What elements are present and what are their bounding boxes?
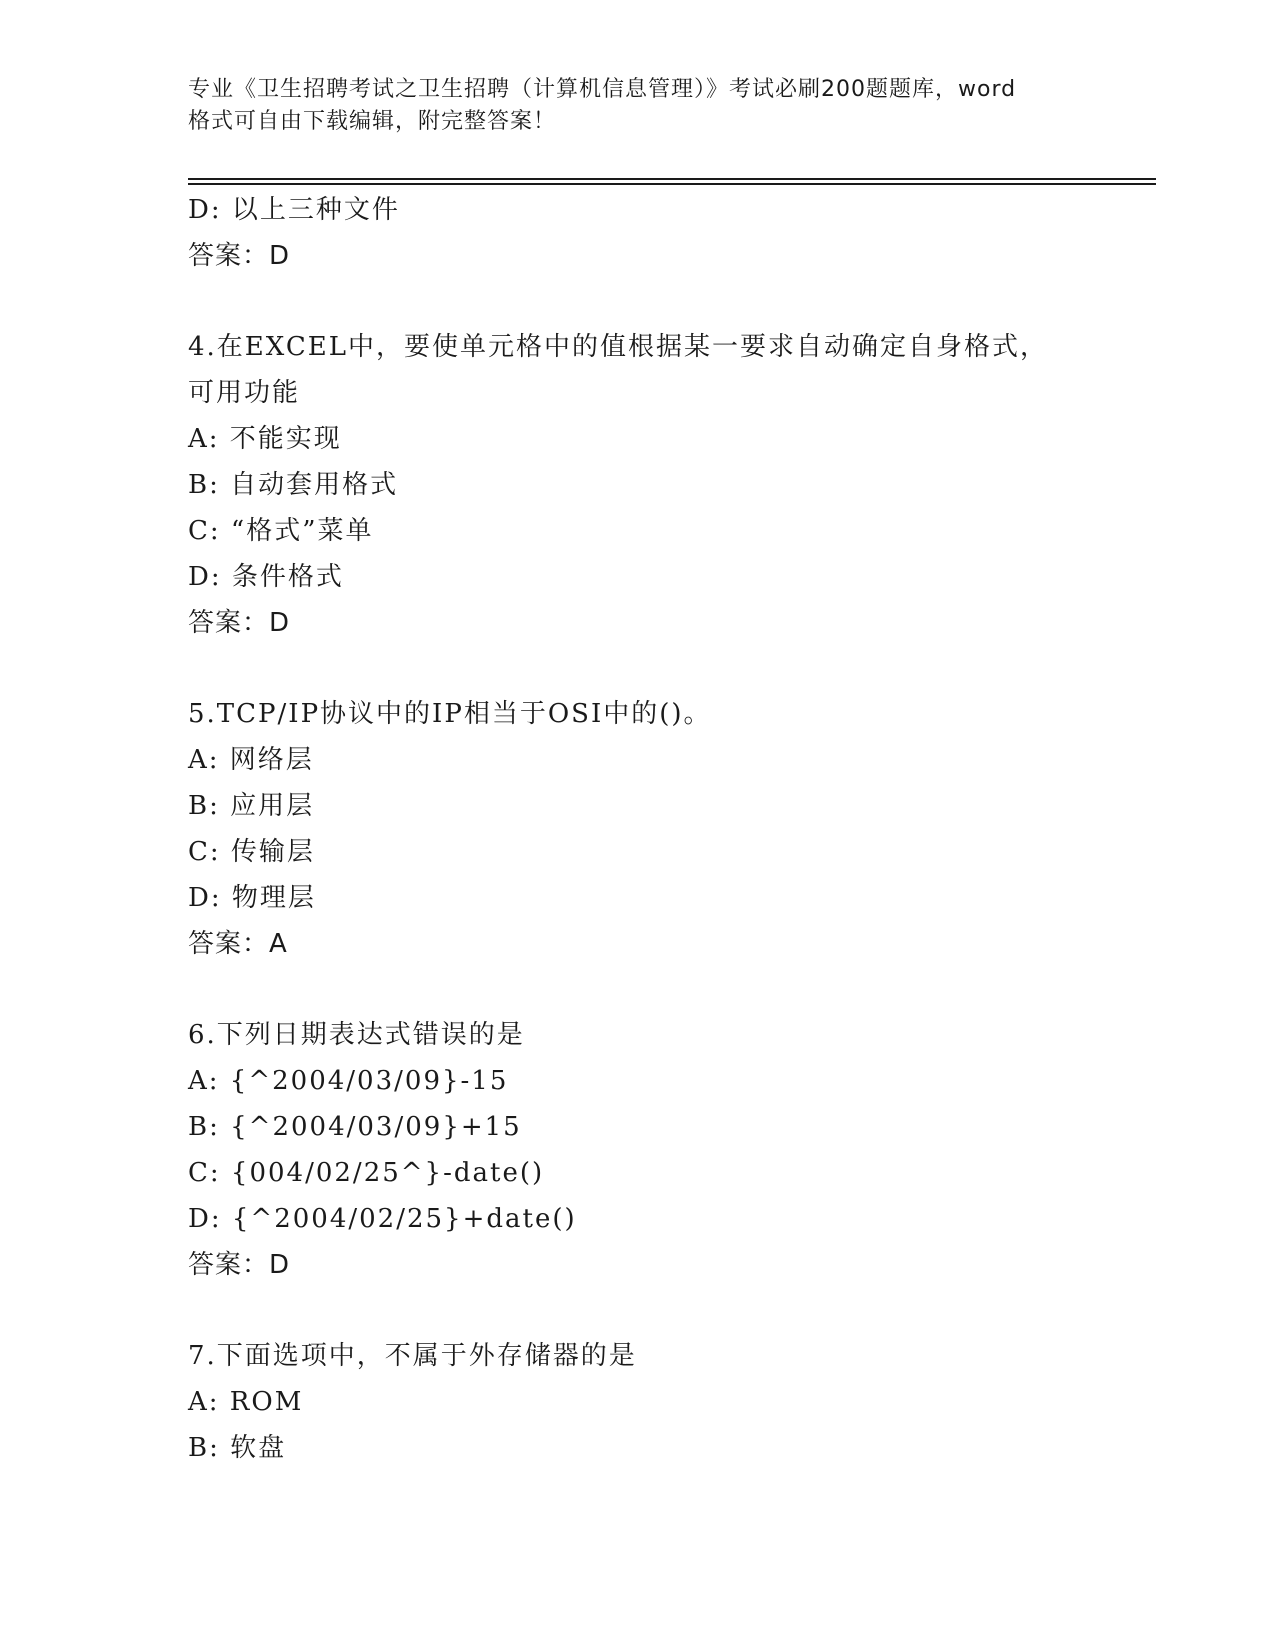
question-stem: 7.下面选项中，不属于外存储器的是: [188, 1341, 637, 1371]
spacer: [188, 1288, 1128, 1333]
option-c: C: {004/02/25^}-date(): [188, 1158, 545, 1188]
option-d: D: 以上三种文件: [188, 195, 400, 225]
option-d: D: {^2004/02/25}+date(): [188, 1204, 577, 1234]
option-c: C: “格式”菜单: [188, 516, 374, 546]
option-a: A: ROM: [188, 1387, 304, 1417]
question-stem: 4.在EXCEL中，要使单元格中的值根据某一要求自动确定自身格式，: [188, 332, 1048, 362]
option-d: D: 物理层: [188, 883, 316, 913]
question-stem: 5.TCP/IP协议中的IP相当于OSI中的()。: [188, 699, 712, 729]
option-b: B: 应用层: [188, 791, 315, 821]
question-7: [188, 1333, 1128, 1471]
header-divider-top: [188, 178, 1156, 180]
question-list: [188, 187, 1128, 1471]
answer: 答案：D: [188, 608, 291, 638]
question-stem-continued: 可用功能: [188, 378, 301, 408]
option-a: A: 网络层: [188, 745, 314, 775]
answer: 答案：A: [188, 929, 288, 959]
option-b: B: {^2004/03/09}+15: [188, 1112, 522, 1142]
question-3: [188, 187, 1128, 279]
spacer: [188, 646, 1128, 691]
spacer: [188, 967, 1128, 1012]
question-4: [188, 324, 1128, 646]
option-d: D: 条件格式: [188, 562, 344, 592]
header-divider-bottom: [188, 183, 1156, 185]
question-6: [188, 1012, 1128, 1288]
option-b: B: 软盘: [188, 1433, 287, 1463]
option-b: B: 自动套用格式: [188, 470, 399, 500]
question-stem: 6.下列日期表达式错误的是: [188, 1020, 525, 1050]
spacer: [188, 279, 1128, 324]
answer: 答案：D: [188, 1250, 291, 1280]
question-5: [188, 691, 1128, 967]
header-line-1: 专业《卫生招聘考试之卫生招聘（计算机信息管理）》考试必刷200题题库，word: [188, 77, 1017, 102]
document-header: [188, 74, 1088, 138]
header-line-2: 格式可自由下载编辑，附完整答案！: [188, 109, 557, 134]
answer: 答案：D: [188, 241, 291, 271]
option-a: A: {^2004/03/09}-15: [188, 1066, 509, 1096]
option-c: C: 传输层: [188, 837, 315, 867]
option-a: A: 不能实现: [188, 424, 342, 454]
